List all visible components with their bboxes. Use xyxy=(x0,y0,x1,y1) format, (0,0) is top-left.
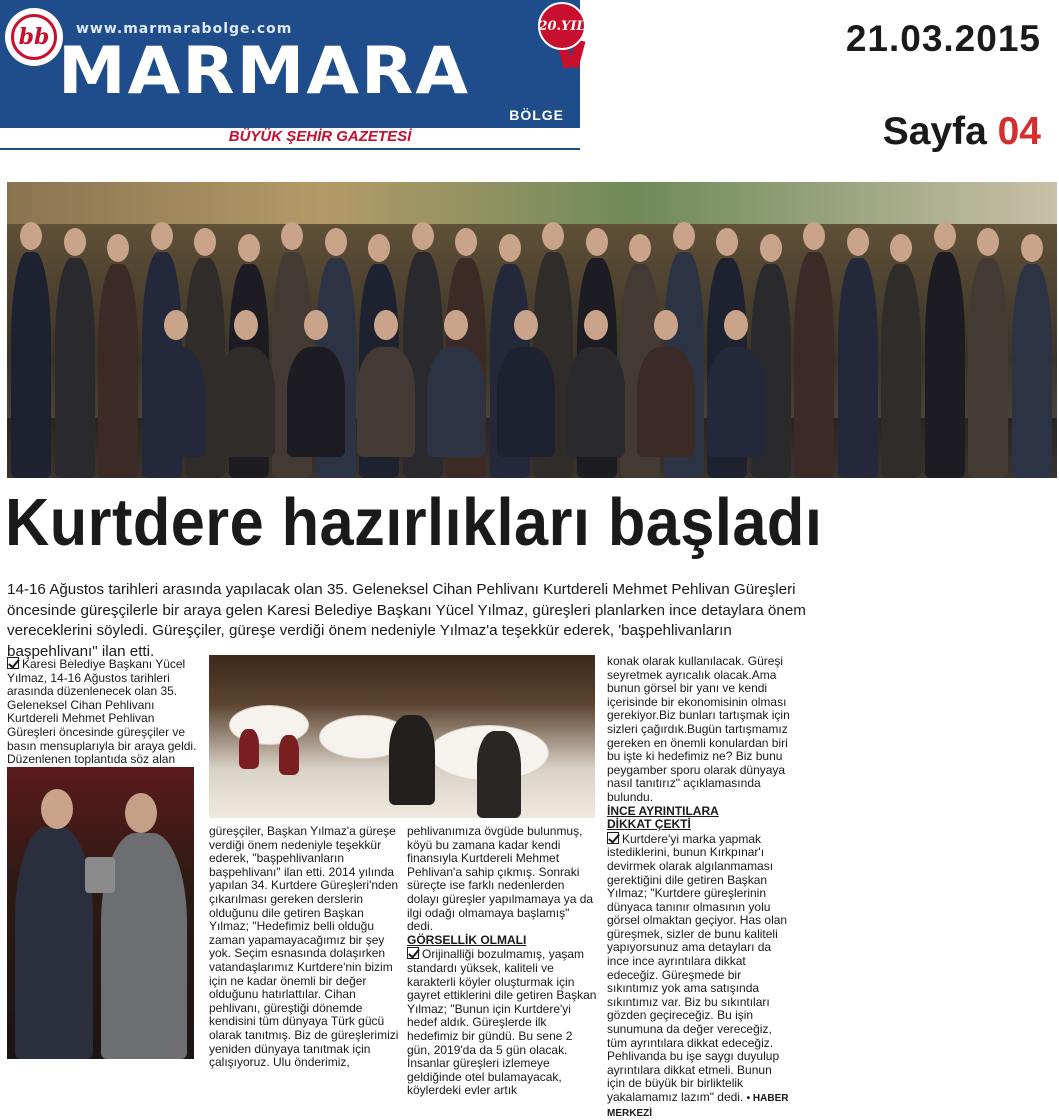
photo-person-head xyxy=(234,310,258,340)
checkbox-icon xyxy=(407,947,419,959)
column-3-text-a: pehlivanımıza övgüde bulunmuş, köyü bu zamana kadar kendi finansıyla Kurtdereli Mehmet Pehlivan'a sahip çıkmış. Sonraki süreçte ise farklı nedenlerden dolayı güreşler yapılmamaya ya da ilgi odağı olmamaya başlamış" dedi. xyxy=(407,824,594,934)
photo-person-left xyxy=(15,827,93,1059)
subheading-ince-line-2: DİKKAT ÇEKTİ xyxy=(607,817,691,832)
photo-person xyxy=(925,252,965,478)
photo-person-head xyxy=(412,222,434,250)
article-column-1 xyxy=(7,657,202,767)
logo-wordmark: MARMARA xyxy=(58,34,470,110)
photo-person-head xyxy=(1021,234,1043,262)
photo-person-head xyxy=(304,310,328,340)
photo-person-head xyxy=(586,228,608,256)
website-url: www.marmarabolge.com xyxy=(76,21,293,37)
award-photo xyxy=(7,767,194,1059)
logo-sub-brand: BÖLGE xyxy=(509,107,564,123)
article-headline: Kurtdere hazırlıkları başladı xyxy=(5,485,823,560)
subheading-gorsellik: GÖRSELLİK OLMALI xyxy=(407,932,527,947)
logo-emblem xyxy=(5,8,63,66)
masthead xyxy=(0,0,586,152)
photo-person-head xyxy=(542,222,564,250)
photo-person-head xyxy=(281,222,303,250)
photo-person-kneeling xyxy=(637,347,695,457)
column-1-text: Karesi Belediye Başkanı Yücel Yılmaz, 14-16 Ağustos tarihleri arasında düzenlenecek olan 35. Geleneksel Cihan Pehlivanı Kurtdereli Mehmet Pehlivan Güreşleri öncesinde güreşçiler ve basın mensuplarıyla bir araya geldi. Düzenlenen toplantıda söz alan xyxy=(7,657,197,767)
photo-person-head xyxy=(444,310,468,340)
photo-person-kneeling xyxy=(147,347,205,457)
subheading-ince-line-1: İNCE AYRINTILARA xyxy=(607,803,719,818)
photo-person-head xyxy=(890,234,912,262)
photo-person-head xyxy=(151,222,173,250)
photo-person-head xyxy=(238,234,260,262)
photo-person xyxy=(98,264,138,478)
issue-date: 21.03.2015 xyxy=(845,18,1041,59)
photo-person xyxy=(968,258,1008,478)
photo-person xyxy=(838,258,878,478)
article-column-2 xyxy=(209,825,401,1070)
photo-person-head xyxy=(584,310,608,340)
photo-person-head xyxy=(514,310,538,340)
photo-person xyxy=(794,252,834,478)
photo-guest xyxy=(389,715,435,805)
photo-person-head xyxy=(455,228,477,256)
photo-person-kneeling xyxy=(707,347,765,457)
photo-person-kneeling xyxy=(497,347,555,457)
column-3-text-b: Orijinalliği bozulmamış, yaşam standardı yüksek, kaliteli ve karakterli köyler oluşturmak için gayret ettiklerini dile getiren Başkan Yılmaz; "Bunun için Kurtdere'yi hedef aldık. Güreşlerde ilk hedefimiz bir gündü. Bu sene 2 gün, 2019'da da 5 gün olacak. İnsanlar güreşleri izlemeye geldiğinde otel bulamayacak, köylerdeki evler artık xyxy=(407,947,597,1098)
photo-person-head xyxy=(499,234,521,262)
photo-person-head xyxy=(934,222,956,250)
column-2-text: güreşçiler, Başkan Yılmaz'a güreşe verdiği önem nedeniyle teşekkür ederek, "başpehlivanların başpehlivanı" ilan etti. 2014 yılında yapılan 34. Kurtdere Güreşleri'nden çıkarılması gereken derslerin olduğunu dile getiren Başkan Yılmaz; "Hedefimiz belli olduğu zaman yapamayacağımız bir şey yok. Seçim esnasında dolaşırken vatandaşlarımız Kurtdere'nin bizim için ne kadar önemli bir değer olduğunu hatırlattılar. Cihan pehlivanı, güreştiği dönemde kendisini tüm dünyaya Türk gücü olarak tanıtmış. Biz de güreşlerimizi yeniden dünyaya tanıtmak için çalışıyoruz. Ulu önderimiz, xyxy=(209,824,399,1070)
photo-person-head xyxy=(629,234,651,262)
photo-person-head xyxy=(724,310,748,340)
photo-background-wall xyxy=(7,182,1057,224)
photo-person-head xyxy=(20,222,42,250)
group-photo xyxy=(7,182,1057,478)
photo-person-head xyxy=(107,234,129,262)
page-label-text: Sayfa xyxy=(882,110,987,153)
article-byline: • HABER MERKEZİ xyxy=(607,1093,789,1119)
photo-person-head xyxy=(977,228,999,256)
photo-person-head xyxy=(847,228,869,256)
article-lead: 14-16 Ağustos tarihleri arasında yapılacak olan 35. Geleneksel Cihan Pehlivanı Kurtdereli Mehmet Pehlivan Güreşleri öncesinde güreşçilerle bir araya gelen Karesi Belediye Başkanı Yücel Yılmaz, güreşleri planlarken ince detaylara önem vereceklerini söyledi. Güreşçiler, güreşe verdiği önem nedeniyle Yılmaz'a teşekkür ederek, 'başpehlivanların başpehlivanı" ilan etti. xyxy=(7,581,806,660)
logo-initials: bb xyxy=(11,14,57,60)
photo-guest xyxy=(477,731,521,818)
photo-chair xyxy=(239,729,259,769)
photo-person-head xyxy=(64,228,86,256)
masthead-divider xyxy=(0,148,580,150)
photo-person-head xyxy=(760,234,782,262)
photo-chair xyxy=(279,735,299,775)
article-column-4 xyxy=(607,655,793,1120)
photo-person xyxy=(55,258,95,478)
newspaper-logo[interactable] xyxy=(0,0,580,128)
photo-person-head xyxy=(673,222,695,250)
photo-person-head xyxy=(803,222,825,250)
photo-person-kneeling xyxy=(427,347,485,457)
column-4-text-a: konak olarak kullanılacak. Güreşi seyretmek ayrıcalık olacak.Ama bunun görsel bir yanı ve kendi içerisinde bir ekonomisinin olması gerekiyor.Biz bunları tartışmak için sizleri çağırdık.Bugün tartışmamız gereken en önemli konulardan biri bu işte ki hedefimiz ne? Biz bunu peygamber sporu olarak dünyaya nasıl tanıtırız" açıklamasında bulundu. xyxy=(607,654,790,804)
anniversary-badge: 20.YIL xyxy=(538,2,586,50)
article-column-3 xyxy=(407,825,597,1098)
photo-person-kneeling xyxy=(287,347,345,457)
photo-person-kneeling xyxy=(567,347,625,457)
photo-person xyxy=(1012,264,1052,478)
photo-person xyxy=(881,264,921,478)
photo-person-head xyxy=(716,228,738,256)
photo-person-right-head xyxy=(125,793,157,833)
checkbox-icon xyxy=(607,832,619,844)
column-4-text-b: Kurtdere'yi marka yapmak istediklerini, bunun Kırkpınar'ı devirmek olarak algılanmaması gerektiğini dile getiren Başkan Yılmaz; "Kurtdere güreşlerinin dünyaca tanınır olmasının yolu görsel olmaktan geçiyor. Has olan güreşmek, sizler de bunu kaliteli yapıyorsunuz ama detayları da ince ince ayrıntılara dikkat edeceğiz. Güreşmede bir sıkıntımız yok ama satışında sıkıntımız var. Biz bu sıkıntıları gözden geçireceğiz. Bu işin sunumuna da değer vereceğiz, tüm ayrıntılara dikkat edeceğiz. Pehlivanda bu işe saygı duyulup ayrıntılara dikkat etmeli. Bunun için de büyük bir birliktelik yakalamamız lazım" dedi. xyxy=(607,831,788,1104)
page-number-value: 04 xyxy=(997,110,1041,153)
photo-person xyxy=(11,252,51,478)
checkbox-icon xyxy=(7,657,19,669)
newspaper-tagline: BÜYÜK ŞEHİR GAZETESİ xyxy=(228,128,412,145)
photo-person-head xyxy=(368,234,390,262)
photo-person-head xyxy=(374,310,398,340)
photo-person-left-head xyxy=(41,789,73,829)
trophy-icon xyxy=(85,857,115,893)
page-number xyxy=(883,110,1041,154)
photo-person-head xyxy=(164,310,188,340)
photo-person-head xyxy=(325,228,347,256)
photo-person-kneeling xyxy=(217,347,275,457)
photo-person-head xyxy=(654,310,678,340)
event-dinner-photo xyxy=(209,655,595,818)
photo-person-kneeling xyxy=(357,347,415,457)
photo-person-head xyxy=(194,228,216,256)
